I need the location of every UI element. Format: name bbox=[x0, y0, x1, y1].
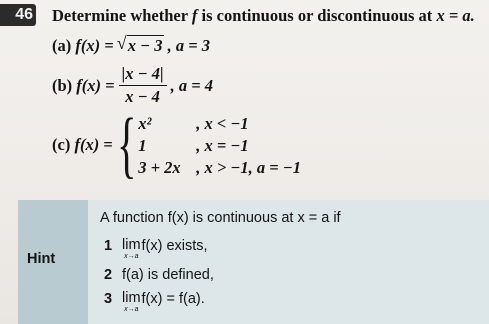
limit-notation bbox=[122, 291, 141, 313]
part-c-label: (c) bbox=[52, 135, 71, 154]
piecewise-brace: { bbox=[116, 104, 137, 186]
hint-condition-3 bbox=[104, 291, 205, 313]
radical-sign: √ bbox=[116, 33, 127, 53]
hint-condition-1 bbox=[104, 238, 208, 260]
question-text-middle: is continuous or discontinuous at bbox=[197, 6, 437, 25]
part-c bbox=[52, 104, 302, 186]
case-3-cond: , x > −1, a = −1 bbox=[196, 157, 302, 177]
hint-label: Hint bbox=[27, 251, 56, 267]
condition-text: f(a) is defined, bbox=[122, 267, 214, 283]
fraction bbox=[119, 64, 167, 107]
condition-number: 1 bbox=[104, 238, 113, 254]
limit-word: lim bbox=[122, 237, 141, 253]
condition-text: f(x) = f(a). bbox=[141, 291, 205, 307]
limit-word: lim bbox=[122, 290, 141, 306]
fraction-numerator: |x − 4| bbox=[119, 64, 167, 86]
question-condition: x = a. bbox=[436, 6, 475, 25]
hint-intro: A function f(x) is continuous at x = a if bbox=[100, 210, 341, 226]
condition-text: f(x) exists, bbox=[141, 238, 208, 254]
part-c-lhs: f(x) = bbox=[74, 135, 113, 154]
fraction-denominator: x − 4 bbox=[125, 87, 160, 106]
part-a-lhs: f(x) = bbox=[75, 36, 118, 55]
part-b-label: (b) bbox=[52, 75, 73, 95]
case-1-cond: , x < −1 bbox=[196, 113, 249, 133]
condition-number: 3 bbox=[104, 291, 113, 307]
question-function: f bbox=[191, 6, 198, 25]
part-a-radicand: x − 3 bbox=[127, 36, 163, 55]
part-a-point: , a = 3 bbox=[167, 36, 211, 55]
square-root bbox=[116, 33, 164, 56]
limit-subscript: x→a bbox=[124, 306, 139, 313]
question-text-start: Determine whether bbox=[52, 6, 192, 25]
condition-number: 2 bbox=[104, 267, 113, 283]
part-b-point: , a = 4 bbox=[170, 75, 213, 95]
question-number: 46 bbox=[0, 4, 36, 26]
case-1-expr: x² bbox=[138, 113, 152, 133]
part-a-label: (a) bbox=[52, 36, 72, 55]
limit-notation bbox=[122, 238, 141, 260]
hint-condition-2 bbox=[104, 267, 214, 283]
part-b-lhs: f(x) = bbox=[76, 75, 115, 95]
case-3-expr: 3 + 2x bbox=[138, 157, 181, 177]
case-2-expr: 1 bbox=[138, 135, 147, 155]
piecewise-cases bbox=[138, 114, 301, 177]
case-2-cond: , x = −1 bbox=[196, 135, 249, 155]
limit-subscript: x→a bbox=[124, 253, 139, 260]
part-a bbox=[52, 33, 211, 56]
part-b bbox=[52, 64, 213, 107]
question-text bbox=[52, 6, 475, 26]
